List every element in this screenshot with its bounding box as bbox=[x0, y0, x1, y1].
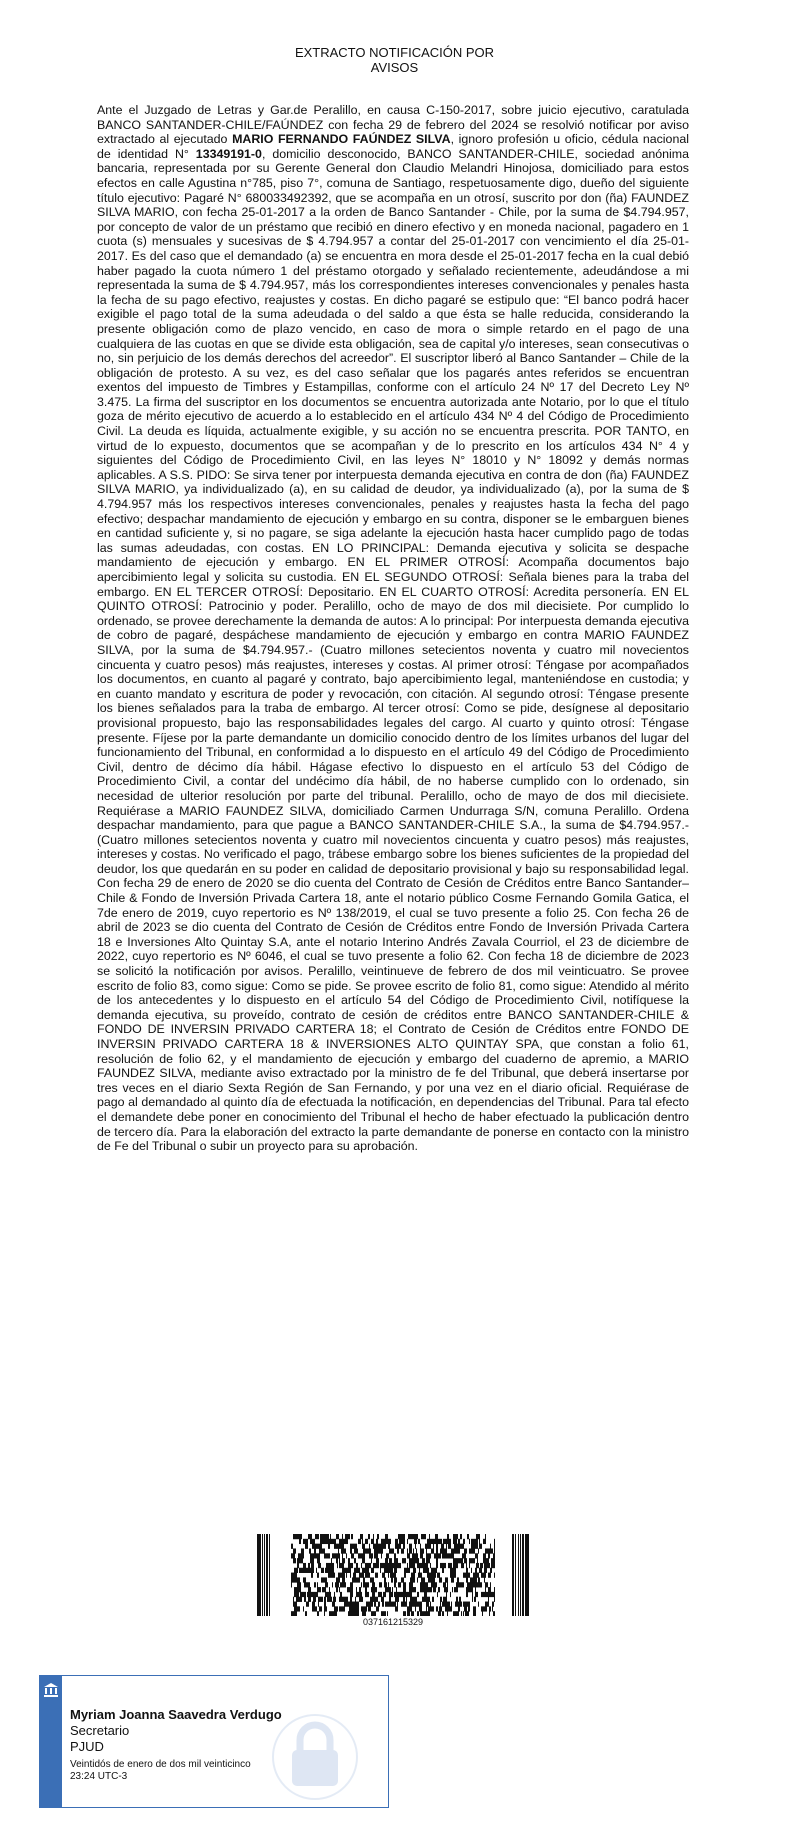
barcode bbox=[257, 1534, 529, 1628]
body-text-part-3: , domicilio desconocido, BANCO SANTANDER-CHILE, sociedad anónima bancaria, representada por su Gerente General don Claudio Melandri Hinojosa, domiciliado para estos efectos en calle Agustina n°785, piso 7°, comuna de Santiago, respetuosamente digo, dueño del siguiente título ejecutivo: Pagaré N° 680033492392, que se acompaña en un otrosí, suscrito por don (ña) FAUNDEZ SILVA MARIO, con fecha 25-01-2017 a la orden de Banco Santander - Chile, por la suma de $4.794.957, por concepto de valor de un préstamo que recibió en dinero efectivo y en moneda nacional, pagadero en 1 cuota (s) mensuales y sucesivas de $ 4.794.957 a contar del 25-01-2017 con vencimiento el día 25-01-2017. Es del caso que el demandado (a) se encuentra en mora desde el 25-01-2017 fecha en la cual debió haber pagado la cuota número 1 del préstamo otorgado y señalado recientemente, adeudándose a mi representada la suma de $ 4.794.957, más los correspondientes intereses convencionales y penales hasta la fecha de su pago efectivo, reajustes y costas. En dicho pagaré se estipulo que: “El banco podrá hacer exigible el pago total de la suma adeudada o del saldo a que ésta se halle reducida, considerando la presente obligación como de plazo vencido, en caso de mora o simple retardo en el pago de una cualquiera de las cuotas en que se divide esta obligación, sea de capital y/o intereses, sean consecutivas o no, sin perjuicio de los demás derechos del acreedor”. El suscriptor liberó al Banco Santander – Chile de la obligación de protesto. A su vez, es del caso señalar que los pagarés antes referidos se encuentran exentos del impuesto de Timbres y Estampillas, conforme con el artículo 24 Nº 17 del Decreto Ley Nº 3.475. La firma del suscriptor en los documentos se encuentra autorizada ante Notario, por lo que el título goza de mérito ejecutivo de acuerdo a lo establecido en el artículo 434 Nº 4 del Código de Procedimiento Civil. La deuda es líquida, actualmente exigible, y su acción no se encuentra prescrita. POR TANTO, en virtud de lo expuesto, documentos que se acompañan y de lo prescrito en los artículos 434 N° 4 y siguientes del Código de Procedimiento Civil, en las leyes N° 18010 y N° 18092 y demás normas aplicables. A S.S. PIDO: Se sirva tener por interpuesta demanda ejecutiva en contra de don (ña) FAUNDEZ SILVA MARIO, ya individualizado (a), en su calidad de deudor, ya individualizado (a), por la suma de $ 4.794.957 más los respectivos intereses convencionales, penales y reajustes hasta la fecha del pago efectivo; despachar mandamiento de ejecución y embargo en su contra, disponer se le embarguen bienes en cantidad suficiente y, si no pagare, se siga adelante la ejecución hasta hacer cumplido pago de todas las sumas adeudadas, con costas. EN LO PRINCIPAL: Demanda ejecutiva y solicita se despache mandamiento de ejecución y embargo. EN EL PRIMER OTROSÍ: Acompaña documentos bajo apercibimiento legal y solicita su custodia. EN EL SEGUNDO OTROSÍ: Señala bienes para la traba del embargo. EN EL TERCER OTROSÍ: Depositario. EN EL CUARTO OTROSÍ: Acredita personería. EN EL QUINTO OTROSÍ: Patrocinio y poder. Peralillo, ocho de mayo de dos mil diecisiete. Por cumplido lo ordenado, se provee derechamente la demanda de autos: A lo principal: Por interpuesta demanda ejecutiva de cobro de pagaré, despáchese mandamiento de ejecución y embargo en contra MARIO FAUNDEZ SILVA, por la suma de $4.794.957.- (Cuatro millones setecientos noventa y cuatro mil novecientos cincuenta y cuatro pesos) más reajustes, intereses y costas. Al primer otrosí: Téngase por acompañados los documentos, en cuanto al pagaré y contrato, bajo apercibimiento legal, manteniéndose en custodia; y en cuanto mandato y escritura de poder y revocación, con citación. Al segundo otrosí: Téngase presente los bienes señalados para la traba de embargo. Al tercer otrosí: Como se pide, desígnese al depositario provisional propuesto, bajo las responsabilidades legales del cargo. Al cuarto y quinto otrosí: Téngase presente. Fíjese por la parte demandante un domicilio conocido dentro de los límites urbanos del lugar del funcionamiento del Tribunal, en conformidad a lo dispuesto en el artículo 49 del Código de Procedimiento Civil, dentro de décimo día hábil. Hágase efectivo lo dispuesto en el artículo 53 del Código de Procedimiento Civil, a contar del undécimo día hábil, de no haberse cumplido con lo ordenado, sin necesidad de ulterior resolución por parte del tribunal. Peralillo, ocho de mayo de dos mil diecisiete. Requiérase a MARIO FAUNDEZ SILVA, domiciliado Carmen Undurraga S/N, comuna Peralillo. Ordena despachar mandamiento, para que pague a BANCO SANTANDER-CHILE S.A., la suma de $4.794.957.- (Cuatro millones setecientos noventa y cuatro mil novecientos cincuenta y cuatro pesos) más reajustes, intereses y costas. No verificado el pago, trábese embargo sobre los bienes suficientes de la propiedad del deudor, los que quedarán en su poder en calidad de depositario provisional y bajo su responsabilidad legal. Con fecha 29 de enero de 2020 se dio cuenta del Contrato de Cesión de Créditos entre Banco Santander–Chile & Fondo de Inversión Privada Cartera 18, ante el notario público Cosme Fernando Gomila Gatica, el 7de enero de 2019, cuyo repertorio es Nº 138/2019, el cual se tuvo presente a folio 25. Con fecha 26 de abril de 2023 se dio cuenta del Contrato de Cesión de Créditos entre Fondo de Inversión Privada Cartera 18 e Inversiones Alto Quintay S.A, ante el notario Interino Andrés Zavala Courriol, el 23 de diciembre de 2022, cuyo repertorio es Nº 6046, el cual se tuvo presente a folio 62. Con fecha 18 de diciembre de 2023 se solicitó la notificación por avisos. Peralillo, veintinueve de febrero de dos mil veinticuatro. Se provee escrito de folio 83, como sigue: Como se pide. Se provee escrito de folio 81, como sigue: Atendido al mérito de los antecedentes y lo dispuesto en el artículo 54 del Código de Procedimiento Civil, notifíquese la demanda ejecutiva, su proveído, contrato de cesión de créditos entre BANCO SANTANDER-CHILE & FONDO DE INVERSIN PRIVADO CARTERA 18; el Contrato de Cesión de Créditos entre FONDO DE INVERSIN PRIVADO CARTERA 18 & INVERSIONES ALTO QUINTAY SPA, que constan a folio 61, resolución de folio 62, y el mandamiento de ejecución y embargo del cuaderno de apremio, a MARIO FAUNDEZ SILVA, mediante aviso extractado por la ministro de fe del Tribunal, que deberá insertarse por tres veces en el diario Sexta Región de San Fernando, y por una vez en el diario oficial. Requiérase de pago al demandado al quinto día de efectuada la notificación, en dependencias del Tribunal. Para tal efecto el demandete debe poner en conocimiento del Tribunal el hecho de haber efectuado la publicación dentro de tercero día. Para la elaboración del extracto la parte demandante de ponerse en contacto con la ministro de Fe del Tribunal o subir un proyecto para su aprobación. bbox=[97, 146, 689, 1154]
signer-organization: PJUD bbox=[70, 1739, 104, 1754]
document-title bbox=[0, 45, 789, 75]
barcode-number: 037161215329 bbox=[362, 1617, 424, 1627]
debtor-name: MARIO FERNANDO FAÚNDEZ SILVA bbox=[232, 132, 451, 147]
signature-box bbox=[39, 1675, 389, 1808]
debtor-id: 13349191-0 bbox=[195, 146, 262, 161]
signature-details bbox=[70, 1706, 370, 1783]
barcode-graphic bbox=[257, 1534, 529, 1616]
body-text-part-1: Ante el Juzgado de Letras y Gar.de Peralillo, en causa C-150-2017, sobre juicio ejecutivo, caratulada BANCO SANTANDER-CHILE/FAÚNDEZ con fecha 29 de febrero del 2024 se resolvió notificar por aviso extractado al ejecutado bbox=[97, 103, 689, 147]
title-line-2: AVISOS bbox=[370, 60, 419, 75]
signer-name: Myriam Joanna Saavedra Verdugo bbox=[70, 1707, 282, 1722]
signature-date: Veintidós de enero de dos mil veinticinco bbox=[70, 1759, 251, 1770]
bank-icon bbox=[43, 1682, 59, 1703]
body-text-part-2: , ignoro profesión u oficio, cédula nacional de identidad N° bbox=[97, 132, 689, 161]
signature-sidebar bbox=[40, 1676, 62, 1807]
title-line-1: EXTRACTO NOTIFICACIÓN POR bbox=[294, 45, 495, 60]
signer-role: Secretario bbox=[70, 1723, 130, 1738]
document-body bbox=[97, 103, 689, 1154]
signature-time: 23:24 UTC-3 bbox=[70, 1771, 128, 1782]
